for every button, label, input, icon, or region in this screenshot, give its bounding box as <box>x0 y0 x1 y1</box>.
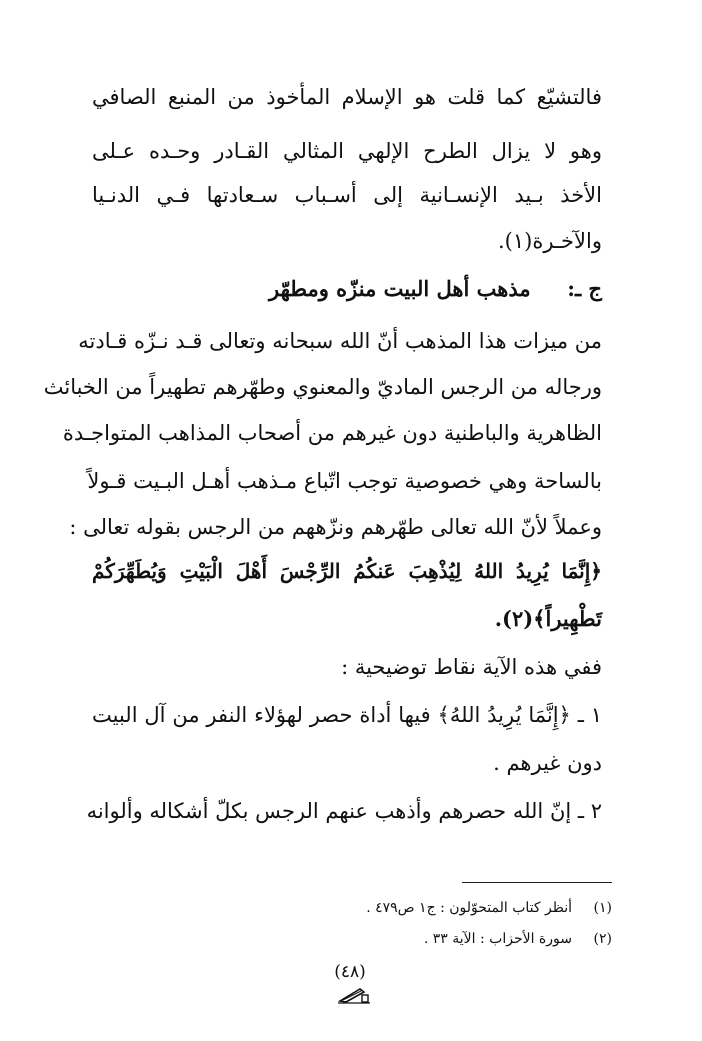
quill-ornament-icon <box>336 986 372 1004</box>
footnote-2-text: سورة الأحزاب : الآية ٣٣ . <box>423 931 572 947</box>
paragraph-2-line-1: من ميزات هذا المذهب أنّ الله سبحانه وتعالى قـد نـزّه قـادته <box>78 329 602 353</box>
paragraph-2-line-2: ورجاله من الرجس الماديّ والمعنوي وطهّرهم تطهيراً من الخبائث <box>43 375 602 399</box>
item-1-line-2: دون غيرهم . <box>493 751 602 775</box>
section-title: مذهب أهل البيت منزّه ومطهّر <box>268 276 531 301</box>
section-marker: ج ـ: <box>567 276 602 301</box>
verse-line-2: تَطْهِيراً﴾(٢). <box>494 606 602 631</box>
footnote-1-text: أنظر كتاب المتحوّلون : ج١ ص٤٧٩ . <box>366 900 572 916</box>
paragraph-1-line-2: وهو لا يزال الطرح الإلهي المثالي القـادر وحـده عـلى <box>92 139 602 163</box>
paragraph-2-line-4: بالساحة وهي خصوصية توجب اتّباع مـذهب أهـل البـيت قـولاً <box>87 469 602 493</box>
footnote-1 <box>300 898 612 918</box>
paragraph-1-line-1: فالتشيّع كما قلت هو الإسلام المأخوذ من المنبع الصافي <box>92 85 602 109</box>
paragraph-3: ففي هذه الآية نقاط توضيحية : <box>341 655 602 679</box>
footnote-2 <box>300 929 612 949</box>
item-2-line-1: ٢ ـ إنّ الله حصرهم وأذهب عنهم الرجس بكلّ أشكاله وألوانه <box>86 799 602 823</box>
footnote-1-number: (١) <box>593 900 612 916</box>
verse-line-1: ﴿إِنَّمَا يُرِيدُ اللهُ لِيُذْهِبَ عَنكُمُ الرِّجْسَ أَهْلَ الْبَيْتِ وَيُطَهِّرَكُمْ <box>92 559 602 583</box>
paragraph-2-line-5: وعملاً لأنّ الله تعالى طهّرهم ونزّههم من الرجس بقوله تعالى : <box>69 515 602 539</box>
footnote-2-number: (٢) <box>593 931 612 947</box>
section-heading <box>92 274 602 304</box>
item-1-line-1: ١ ـ ﴿إِنَّمَا يُرِيدُ اللهُ﴾ فيها أداة حصر لهؤلاء النفر من آل البيت <box>92 703 602 727</box>
paragraph-1-line-3: الأخذ بـيد الإنسـانية إلى أسـباب سـعادتها فـي الدنـيا <box>92 183 602 207</box>
paragraph-2-line-3: الظاهرية والباطنية دون غيرهم من أصحاب المذاهب المتواجـدة <box>62 421 602 445</box>
footnote-separator <box>462 882 612 883</box>
paragraph-1-line-4: والآخـرة(١). <box>497 229 602 253</box>
page-number: (٤٨) <box>334 962 366 982</box>
